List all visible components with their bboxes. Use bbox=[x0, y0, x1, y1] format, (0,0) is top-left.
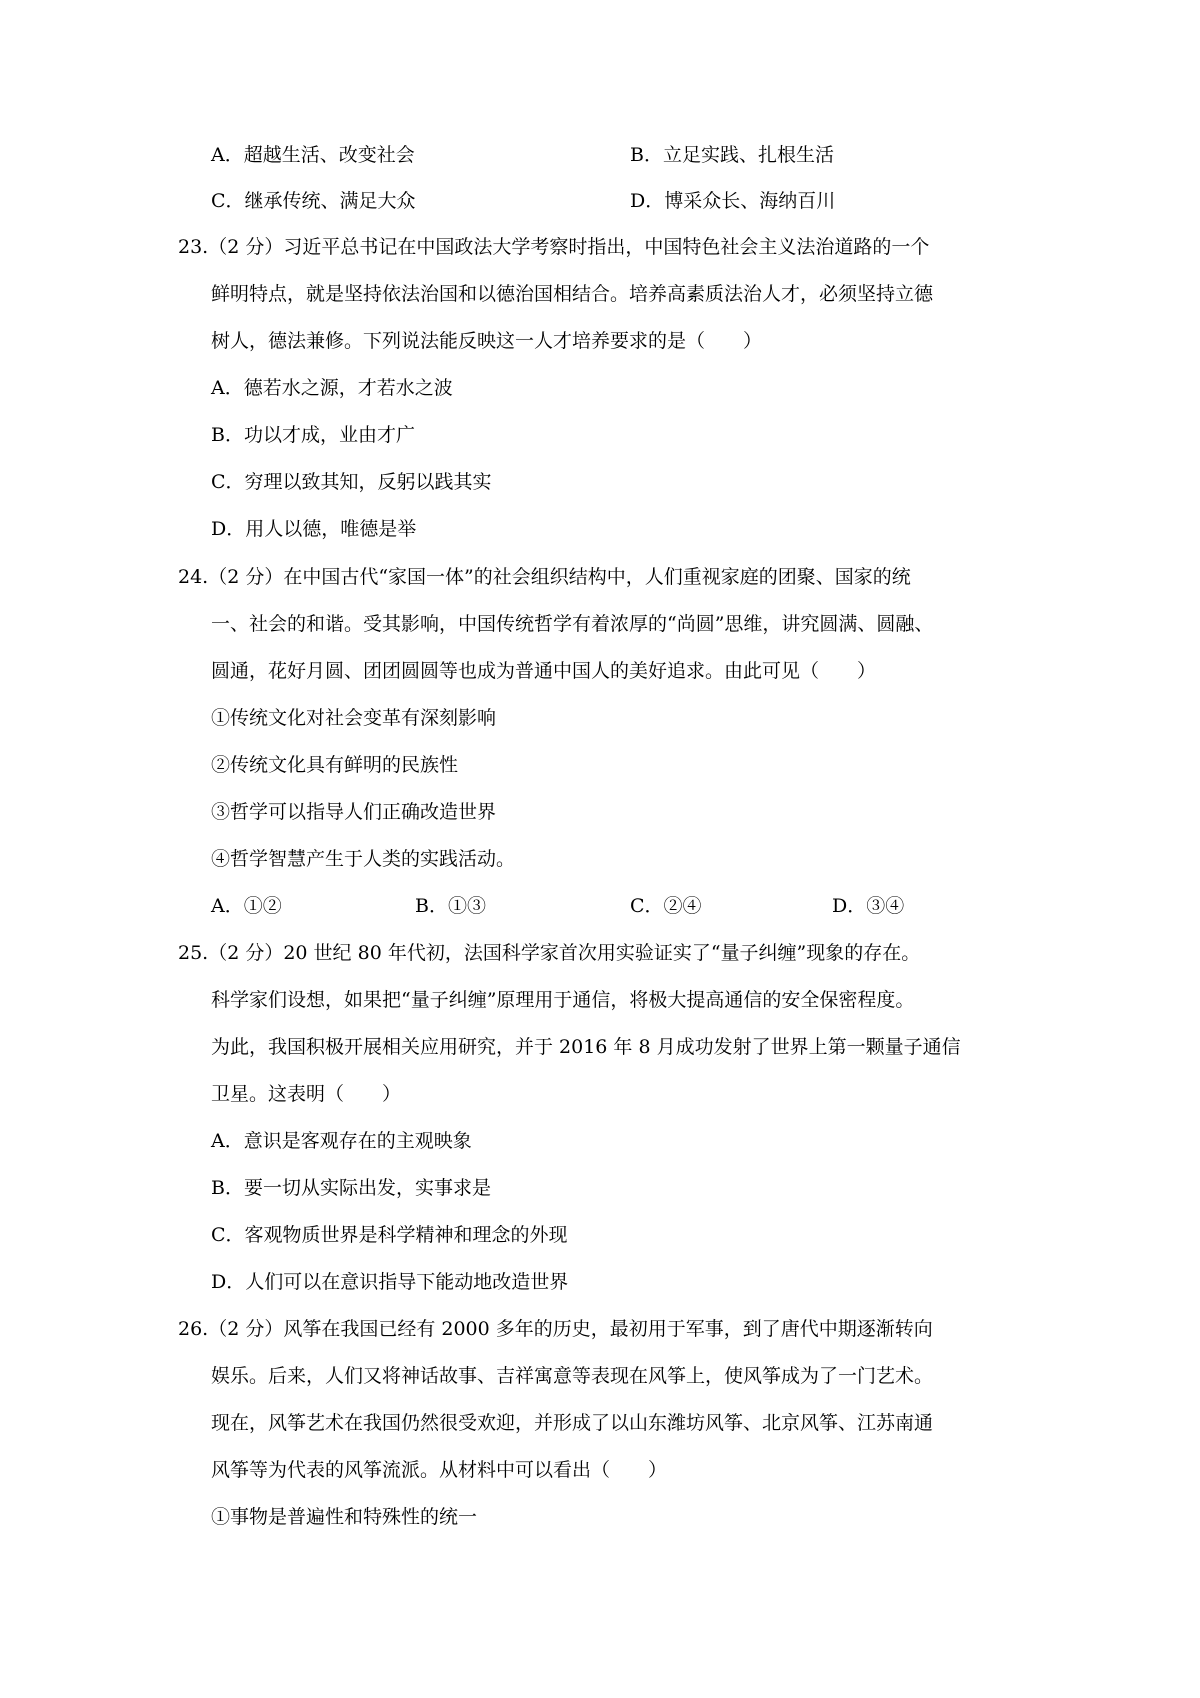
q26-statement-1: ①事物是普遍性和特殊性的统一 bbox=[211, 1506, 478, 1528]
q23-stem-line-1: 23.（2 分）习近平总书记在中国政法大学考察时指出，中国特色社会主义法治道路的一个 bbox=[178, 236, 930, 258]
q24-statement-3: ③哲学可以指导人们正确改造世界 bbox=[211, 801, 497, 823]
q26-stem-line-1: 26.（2 分）风筝在我国已经有 2000 多年的历史，最初用于军事，到了唐代中期逐渐转向 bbox=[178, 1318, 933, 1340]
q23-option-c: C．穷理以致其知，反躬以践其实 bbox=[211, 471, 492, 493]
q25-stem-line-1: 25.（2 分）20 世纪 80 年代初，法国科学家首次用实验证实了“量子纠缠”现象的存在。 bbox=[178, 942, 921, 964]
q24-statement-4: ④哲学智慧产生于人类的实践活动。 bbox=[211, 848, 516, 870]
q22-option-a: A．超越生活、改变社会 bbox=[211, 144, 415, 166]
q24-stem-line-2: 一、社会的和谐。受其影响，中国传统哲学有着浓厚的“尚圆”思维，讲究圆满、圆融、 bbox=[211, 613, 934, 635]
q25-option-d: D．人们可以在意识指导下能动地改造世界 bbox=[211, 1271, 569, 1293]
q23-option-b: B．功以才成，业由才广 bbox=[211, 424, 415, 446]
q24-option-b: B．①③ bbox=[415, 895, 486, 917]
q22-option-b: B．立足实践、扎根生活 bbox=[630, 144, 834, 166]
q25-option-a: A．意识是客观存在的主观映象 bbox=[211, 1130, 472, 1152]
q24-statement-1: ①传统文化对社会变革有深刻影响 bbox=[211, 707, 497, 729]
q26-stem-line-2: 娱乐。后来，人们又将神话故事、吉祥寓意等表现在风筝上，使风筝成为了一门艺术。 bbox=[211, 1365, 934, 1387]
q22-option-c: C．继承传统、满足大众 bbox=[211, 190, 416, 212]
q24-statement-2: ②传统文化具有鲜明的民族性 bbox=[211, 754, 459, 776]
q23-stem-line-3: 树人，德法兼修。下列说法能反映这一人才培养要求的是（ ） bbox=[211, 330, 763, 352]
q25-stem-line-2: 科学家们设想，如果把“量子纠缠”原理用于通信，将极大提高通信的安全保密程度。 bbox=[211, 989, 915, 1011]
q24-option-c: C．②④ bbox=[630, 895, 702, 917]
q25-stem-line-4: 卫星。这表明（ ） bbox=[211, 1083, 402, 1105]
q24-options-row bbox=[0, 891, 1200, 921]
q22-options-row-2 bbox=[0, 186, 1200, 216]
q23-option-d: D．用人以德，唯德是举 bbox=[211, 518, 417, 540]
q23-option-a: A．德若水之源，才若水之波 bbox=[211, 377, 453, 399]
q26-stem-line-4: 风筝等为代表的风筝流派。从材料中可以看出（ ） bbox=[211, 1459, 668, 1481]
q24-stem-line-3: 圆通，花好月圆、团团圆圆等也成为普通中国人的美好追求。由此可见（ ） bbox=[211, 660, 877, 682]
q25-option-b: B．要一切从实际出发，实事求是 bbox=[211, 1177, 491, 1199]
q22-option-d: D．博采众长、海纳百川 bbox=[630, 190, 836, 212]
q26-stem-line-3: 现在，风筝艺术在我国仍然很受欢迎，并形成了以山东潍坊风筝、北京风筝、江苏南通 bbox=[211, 1412, 934, 1434]
q24-stem-line-1: 24.（2 分）在中国古代“家国一体”的社会组织结构中，人们重视家庭的团聚、国家的统 bbox=[178, 566, 911, 588]
q24-option-a: A．①② bbox=[211, 895, 282, 917]
q23-stem-line-2: 鲜明特点，就是坚持依法治国和以德治国相结合。培养高素质法治人才，必须坚持立德 bbox=[211, 283, 934, 305]
q24-option-d: D．③④ bbox=[832, 895, 905, 917]
q25-stem-line-3: 为此，我国积极开展相关应用研究，并于 2016 年 8 月成功发射了世界上第一颗量子通信 bbox=[211, 1036, 961, 1058]
q25-option-c: C．客观物质世界是科学精神和理念的外现 bbox=[211, 1224, 568, 1246]
q22-options-row-1 bbox=[0, 140, 1200, 170]
